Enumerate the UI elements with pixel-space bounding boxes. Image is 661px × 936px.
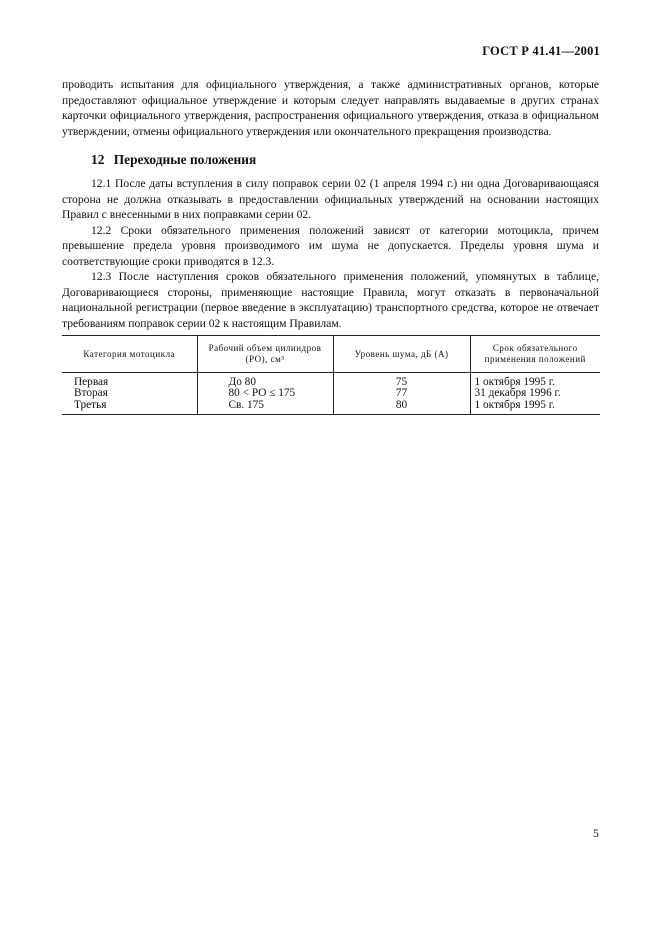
noise-limits-table — [62, 335, 600, 415]
volume-cell: Св. 175 — [228, 398, 264, 411]
document-code: ГОСТ Р 41.41—2001 — [482, 44, 600, 58]
paragraph-12-3: 12.3 После наступления сроков обязательного применения положений, упомянутых в таблице, Договаривающиеся стороны, применяющие настоящие Правила, могут отказать в первоначальной национальной регистрации (первое введение в эксплуатацию) транспортного средства, которое не отвечает требованиям поправок серии 02 к настоящим Правилам. — [62, 270, 599, 330]
category-cell: Вторая — [74, 387, 108, 400]
category-cell: Третья — [74, 398, 107, 411]
volume-cell: До 80 — [228, 376, 256, 388]
intro-paragraph: проводить испытания для официального утверждения, а также административных органов, которые предоставляют официальное утверждение и которым следует направлять выдаваемые в других странах карточки официального утверждения, распространения официального утверждения, отказа в официальном утверждении, отмены официального утверждения или окончательного прекращения производства. — [62, 78, 599, 138]
volume-column — [197, 373, 333, 415]
section-heading — [91, 152, 599, 168]
deadline-column — [470, 373, 600, 415]
page-number: 5 — [593, 827, 599, 840]
noise-cell: 77 — [395, 387, 408, 400]
document-body — [62, 77, 599, 331]
category-cell: Первая — [74, 376, 109, 388]
noise-cell: 80 — [395, 398, 408, 411]
header-volume: Рабочий объем цилиндров (РО), см³ — [197, 336, 333, 373]
table-row — [62, 373, 600, 415]
noise-column — [333, 373, 470, 415]
header-category: Категория мотоцикла — [62, 336, 197, 373]
header-noise: Уровень шума, дБ (А) — [333, 336, 470, 373]
section-number: 12 — [91, 152, 105, 167]
paragraph-12-2: 12.2 Сроки обязательного применения положений зависят от категории мотоцикла, причем превышение предела уровня производимого им шума не допускается. Пределы уровня шума и соответствующие сроки приводятся в 12.3. — [62, 223, 599, 268]
paragraph-12-1: 12.1 После даты вступления в силу поправок серии 02 (1 апреля 1994 г.) ни одна Договаривающаяся сторона не должна отказывать в предоставлении официальных утверждений на основании настоящих Правил с внесенными в них поправками серии 02. — [62, 177, 599, 221]
header-deadline: Срок обязательного применения положений — [470, 336, 600, 373]
category-column — [62, 373, 197, 415]
deadline-cell: 31 декабря 1996 г. — [474, 387, 561, 400]
deadline-cell: 1 октября 1995 г. — [474, 376, 555, 388]
section-title: Переходные положения — [113, 152, 257, 167]
table-header-row — [62, 336, 600, 373]
deadline-cell: 1 октября 1995 г. — [474, 398, 555, 411]
volume-cell: 80 < РО ≤ 175 — [228, 387, 296, 400]
noise-cell: 75 — [395, 376, 408, 388]
